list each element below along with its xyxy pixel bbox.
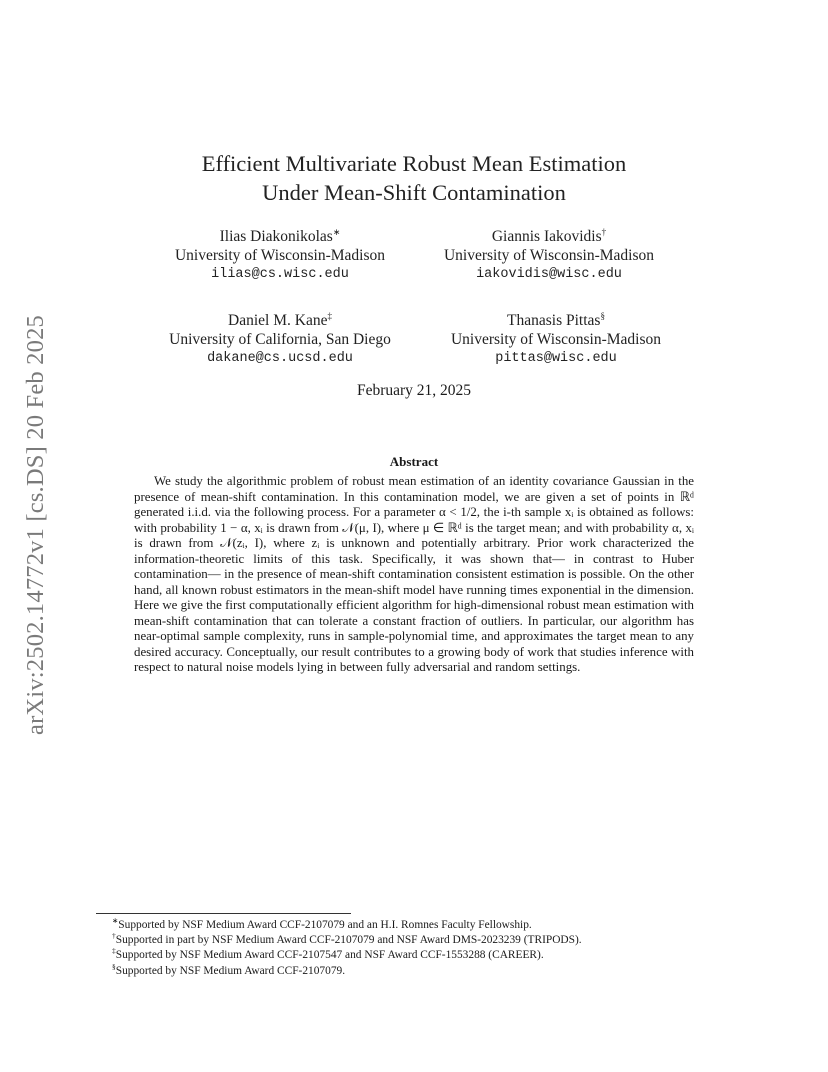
author-block-4 — [426, 311, 686, 368]
author-email[interactable]: iakovidis@wisc.edu — [476, 267, 622, 282]
author-affiliation: University of Wisconsin-Madison — [450, 331, 662, 348]
author-email[interactable]: pittas@wisc.edu — [495, 351, 617, 366]
footnote-item — [112, 948, 732, 963]
author-affiliation: University of California, San Diego — [169, 331, 391, 348]
footnote-item — [112, 961, 732, 979]
footnote-text: Supported in part by NSF Medium Award CCF-2107079 and NSF Award DMS-2023239 (TRIPODS). — [115, 934, 582, 947]
footnote-item — [112, 933, 732, 948]
footnote-text: Supported by NSF Medium Award CCF-2107079 and an H.I. Romnes Faculty Fellowship. — [118, 919, 532, 931]
abstract-body: We study the algorithmic problem of robust mean estimation of an identity covariance Gaussian in the presence of mean-shift contamination. In this contamination model, we are given a set of points in ℝᵈ generated i.i.d. via the following process. For a parameter α < 1/2, the i-th sample xᵢ is obtained as follows: with probability 1 − α, xᵢ is drawn from 𝒩(μ, I), where μ ∈ ℝᵈ is the target mean; and with probability α, xᵢ is drawn from 𝒩(zᵢ, I), where zᵢ is unknown and potentially arbitrary. Prior work characterized the information-theoretic limits of this task. Specifically, it was shown that— in contrast to Huber contamination— in the presence of mean-shift contamination consistent estimation is possible. On the other hand, all known robust estimators in the mean-shift model have running times exponential in the dimension. Here we give the first computationally efficient algorithm for high-dimensional robust mean estimation with mean-shift contamination that can tolerate a constant fraction of outliers. In particular, our algorithm has near-optimal sample complexity, runs in sample-polynomial time, and approximates the target mean to any desired accuracy. Conceptually, our result contributes to a growing body of work that studies inference with respect to natural noise models lying in between fully adversarial and random settings. — [134, 474, 694, 674]
author-affiliation: University of Wisconsin-Madison — [443, 247, 655, 264]
author-name: Ilias Diakonikolas — [219, 228, 333, 245]
paper-title-line-2: Under Mean-Shift Contamination — [262, 180, 566, 205]
author-name: Daniel M. Kane — [228, 312, 328, 329]
author-block-1 — [150, 227, 410, 284]
footnote-item — [112, 918, 732, 933]
footnote-text: Supported by NSF Medium Award CCF-2107079. — [115, 964, 346, 977]
footnotes — [112, 918, 732, 979]
footnote-mark: ‡ — [112, 946, 116, 956]
author-email[interactable]: ilias@cs.wisc.edu — [211, 267, 349, 282]
abstract-heading: Abstract — [389, 454, 439, 469]
footnote-separator — [96, 913, 351, 914]
footnote-mark: ∗ — [112, 916, 119, 926]
author-footnote-mark: † — [601, 226, 607, 237]
author-footnote-mark: ∗ — [332, 226, 341, 237]
paper-title-line-1: Efficient Multivariate Robust Mean Estimation — [201, 151, 627, 176]
author-affiliation: University of Wisconsin-Madison — [174, 247, 386, 264]
footnote-mark: § — [112, 961, 116, 971]
author-email[interactable]: dakane@cs.ucsd.edu — [207, 351, 353, 366]
arxiv-identifier-text: arXiv:2502.14772v1 [cs.DS] 20 Feb 2025 — [22, 315, 49, 735]
author-block-2 — [419, 227, 679, 284]
paper-title — [0, 149, 828, 207]
footnote-mark: † — [112, 931, 116, 941]
author-block-3 — [140, 311, 420, 368]
author-footnote-mark: § — [600, 310, 605, 321]
footnote-text: Supported by NSF Medium Award CCF-2107547 and NSF Award CCF-1553288 (CAREER). — [115, 949, 544, 962]
paper-date: February 21, 2025 — [356, 382, 472, 399]
author-name: Giannis Iakovidis — [491, 228, 602, 245]
arxiv-identifier-stamp — [16, 290, 56, 760]
author-name: Thanasis Pittas — [507, 312, 601, 329]
author-footnote-mark: ‡ — [327, 310, 332, 321]
